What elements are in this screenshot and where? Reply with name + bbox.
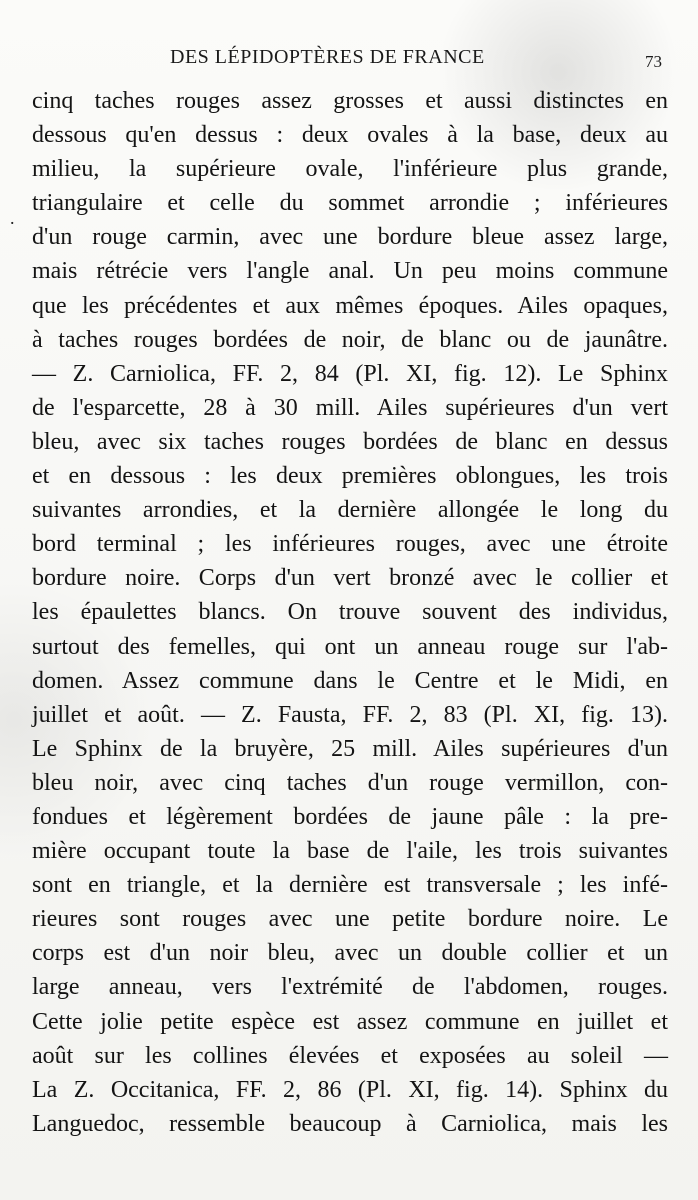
text-line: Languedoc, ressemble beaucoup à Carniolica, mais les: [32, 1110, 668, 1137]
text-line: d'un rouge carmin, avec une bordure bleue assez large,: [32, 224, 668, 251]
text-line: dessous qu'en dessus : deux ovales à la base, deux au: [32, 122, 668, 149]
margin-mark: .: [10, 208, 15, 228]
text-line: Cette jolie petite espèce est assez commune en juillet et: [32, 1008, 668, 1035]
text-line: cinq taches rouges assez grosses et aussi distinctes en: [32, 88, 668, 114]
running-title: DES LÉPIDOPTÈRES DE FRANCE: [170, 46, 485, 68]
text-line: domen. Assez commune dans le Centre et le Midi, en: [32, 667, 668, 694]
text-line: bordure noire. Corps d'un vert bronzé avec le collier et: [32, 565, 668, 592]
text-line: surtout des femelles, qui ont un anneau rouge sur l'ab-: [32, 633, 668, 660]
text-line: rieures sont rouges avec une petite bordure noire. Le: [32, 906, 668, 933]
text-line: corps est d'un noir bleu, avec un double collier et un: [32, 940, 668, 967]
body-text: [32, 84, 668, 1141]
text-line: — Z. Carniolica, FF. 2, 84 (Pl. XI, fig. 12). Le Sphinx: [32, 360, 668, 387]
text-line: mais rétrécie vers l'angle anal. Un peu moins commune: [32, 258, 668, 285]
text-line: bord terminal ; les inférieures rouges, avec une étroite: [32, 531, 668, 558]
text-line: mière occupant toute la base de l'aile, les trois suivantes: [32, 838, 668, 865]
text-line: bleu, avec six taches rouges bordées de blanc en dessus: [32, 428, 668, 455]
text-line: fondues et légèrement bordées de jaune pâle : la pre-: [32, 803, 668, 830]
text-line: sont en triangle, et la dernière est transversale ; les infé-: [32, 872, 668, 899]
page-header: [0, 38, 698, 78]
text-line: août sur les collines élevées et exposées au soleil —: [32, 1042, 668, 1069]
text-line: milieu, la supérieure ovale, l'inférieure plus grande,: [32, 156, 668, 183]
text-line: à taches rouges bordées de noir, de blanc ou de jaunâtre.: [32, 326, 668, 353]
text-line: juillet et août. — Z. Fausta, FF. 2, 83 (Pl. XI, fig. 13).: [32, 701, 668, 728]
text-line: Le Sphinx de la bruyère, 25 mill. Ailes supérieures d'un: [32, 735, 668, 762]
text-line: suivantes arrondies, et la dernière allongée le long du: [32, 497, 668, 524]
page-number: 73: [645, 52, 662, 71]
text-line: et en dessous : les deux premières oblongues, les trois: [32, 463, 668, 490]
text-line: que les précédentes et aux mêmes époques. Ailes opaques,: [32, 292, 668, 319]
text-line: large anneau, vers l'extrémité de l'abdomen, rouges.: [32, 974, 668, 1001]
text-line: les épaulettes blancs. On trouve souvent des individus,: [32, 599, 668, 626]
text-line: La Z. Occitanica, FF. 2, 86 (Pl. XI, fig. 14). Sphinx du: [32, 1076, 668, 1103]
text-line: triangulaire et celle du sommet arrondie ; inférieures: [32, 190, 668, 217]
text-line: de l'esparcette, 28 à 30 mill. Ailes supérieures d'un vert: [32, 394, 668, 421]
text-line: bleu noir, avec cinq taches d'un rouge vermillon, con-: [32, 769, 668, 796]
